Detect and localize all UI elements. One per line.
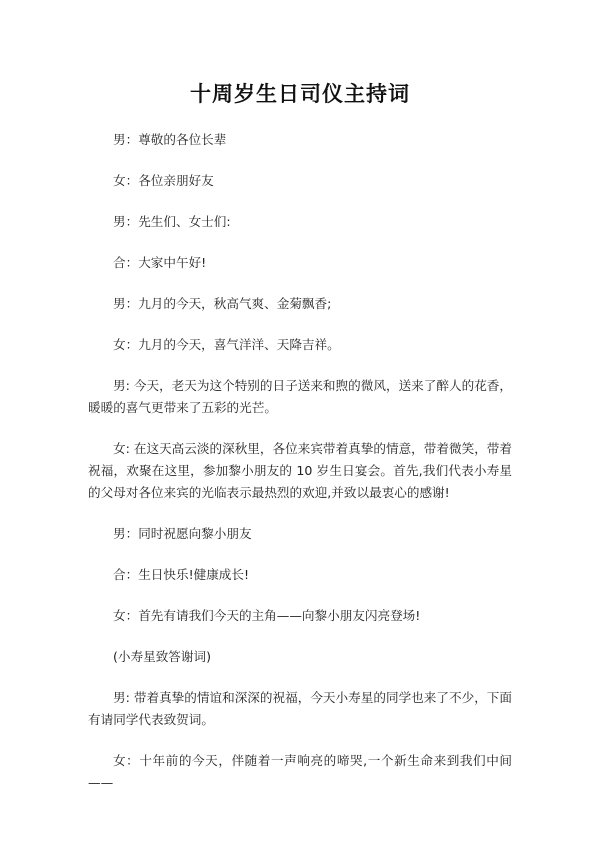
paragraph-9: 男：同时祝愿向黎小朋友 xyxy=(113,526,252,541)
paragraph-14: 女：十年前的今天，伴随着一声响亮的啼哭,一个新生命来到我们中间—— xyxy=(88,753,512,790)
paragraph-13: 男: 带着真挚的情谊和深深的祝福，今天小寿星的同学也来了不少，下面有请同学代表致贺词。 xyxy=(88,690,512,727)
paragraph-3: 男：先生们、女士们: xyxy=(113,214,231,229)
paragraph-10: 合：生日快乐!健康成长! xyxy=(113,567,250,582)
paragraph-12: (小寿星致答谢词) xyxy=(113,649,211,664)
paragraph-4: 合：大家中午好! xyxy=(113,255,207,270)
paragraph-11: 女：首先有请我们今天的主角——向黎小朋友闪亮登场! xyxy=(113,608,421,623)
paragraph-8: 女: 在这天高云淡的深秋里，各位来宾带着真挚的情意，带着微笑，带着祝福，欢聚在这里，参加黎小朋友的 10 岁生日宴会。首先,我们代表小寿星的父母对各位来宾的光临表示最热烈的欢迎,并致以最衷心的感谢! xyxy=(88,441,512,500)
paragraph-5: 男：九月的今天，秋高气爽、金菊飘香; xyxy=(113,296,332,311)
paragraph-2: 女：各位亲朋好友 xyxy=(113,173,214,188)
paragraph-6: 女：九月的今天，喜气洋洋、天降吉祥。 xyxy=(113,337,340,352)
paragraph-7: 男: 今天，老天为这个特别的日子送来和煦的微风，送来了醉人的花香，暖暖的喜气更带来了五彩的光芒。 xyxy=(88,378,512,415)
document-title: 十周岁生日司仪主持词 xyxy=(190,82,410,106)
paragraph-1: 男：尊敬的各位长辈 xyxy=(113,132,227,147)
